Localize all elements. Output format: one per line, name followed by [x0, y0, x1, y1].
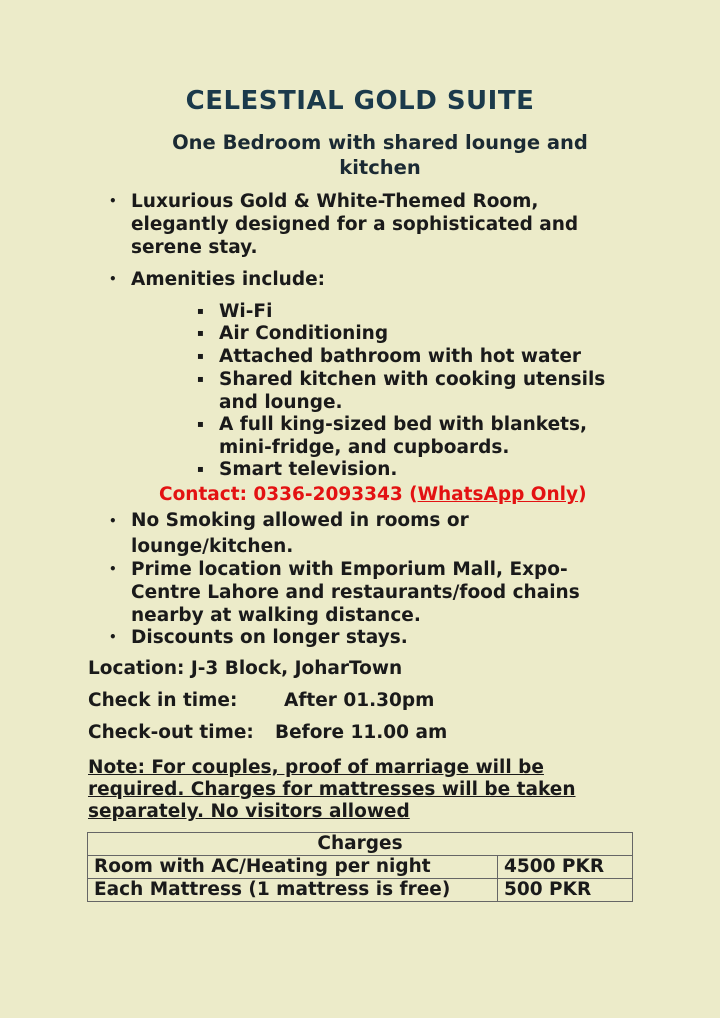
- amenity-text: A full king-sized bed with blankets, mini-fridge, and cupboards.: [219, 414, 588, 458]
- amenity-text: Shared kitchen with cooking utensils and lounge.: [219, 369, 606, 413]
- bullet-text: Amenities include:: [131, 269, 326, 290]
- checkout-value: Before 11.00 am: [275, 722, 448, 743]
- charges-table: [87, 832, 633, 902]
- bullet-text: Discounts on longer stays.: [131, 627, 408, 648]
- amenity-item: [197, 345, 619, 368]
- charge-item: Room with AC/Heating per night: [88, 856, 498, 879]
- table-header: Charges: [88, 833, 633, 856]
- bullet-icon: •: [109, 194, 117, 208]
- bullet-item-no-smoking: [109, 508, 511, 560]
- whatsapp-link[interactable]: WhatsApp Only: [417, 484, 579, 505]
- bullet-icon: •: [109, 272, 117, 286]
- bullet-icon: •: [109, 514, 117, 528]
- square-bullet-icon: ▪: [197, 328, 204, 339]
- charge-price: 500 PKR: [498, 879, 633, 902]
- location-line: Location: J-3 Block, JoharTown: [88, 658, 403, 679]
- page-subtitle: One Bedroom with shared lounge and kitchen: [172, 131, 588, 179]
- checkin-line: [88, 690, 434, 711]
- square-bullet-icon: ▪: [197, 419, 204, 430]
- bullet-item-room: [109, 190, 611, 259]
- amenity-text: Wi-Fi: [219, 301, 273, 322]
- checkin-value: After 01.30pm: [284, 690, 435, 711]
- charge-price: 4500 PKR: [498, 856, 633, 879]
- square-bullet-icon: ▪: [197, 351, 204, 362]
- table-row: [88, 856, 633, 879]
- bullet-text: No Smoking allowed in rooms or lounge/kitchen.: [131, 510, 469, 557]
- checkin-label: Check in time:: [88, 690, 238, 711]
- contact-suffix: ): [578, 484, 587, 505]
- bullet-item-amenities: [109, 268, 611, 291]
- bullet-item-location: [109, 558, 611, 627]
- page-title: CELESTIAL GOLD SUITE: [185, 86, 535, 116]
- square-bullet-icon: ▪: [197, 374, 204, 385]
- amenity-item: [197, 458, 619, 481]
- table-header-row: [88, 833, 633, 856]
- bullet-text: Luxurious Gold & White-Themed Room, elegantly designed for a sophisticated and serene stay.: [131, 191, 579, 258]
- bullet-icon: •: [109, 630, 117, 644]
- bullet-text: Prime location with Emporium Mall, Expo-Centre Lahore and restaurants/food chains nearby at walking distance.: [131, 559, 580, 626]
- amenity-item: [197, 322, 619, 345]
- amenity-text: Air Conditioning: [219, 323, 389, 344]
- amenity-text: Attached bathroom with hot water: [219, 346, 581, 367]
- charge-item: Each Mattress (1 mattress is free): [88, 879, 498, 902]
- checkout-label: Check-out time:: [88, 722, 254, 743]
- square-bullet-icon: ▪: [197, 306, 204, 317]
- square-bullet-icon: ▪: [197, 464, 204, 475]
- table-row: [88, 879, 633, 902]
- amenity-text: Smart television.: [219, 459, 398, 480]
- amenity-item: [197, 413, 619, 459]
- bullet-item-discounts: [109, 626, 611, 649]
- contact-phone: Contact: 0336-2093343 (: [159, 484, 418, 505]
- bullet-icon: •: [109, 562, 117, 576]
- amenity-item: [197, 300, 619, 323]
- amenity-item: [197, 368, 629, 414]
- checkout-line: [88, 722, 447, 743]
- note-text: Note: For couples, proof of marriage will be required. Charges for mattresses will be taken separately. No visitors allowed: [88, 757, 576, 822]
- contact-line: [159, 484, 587, 505]
